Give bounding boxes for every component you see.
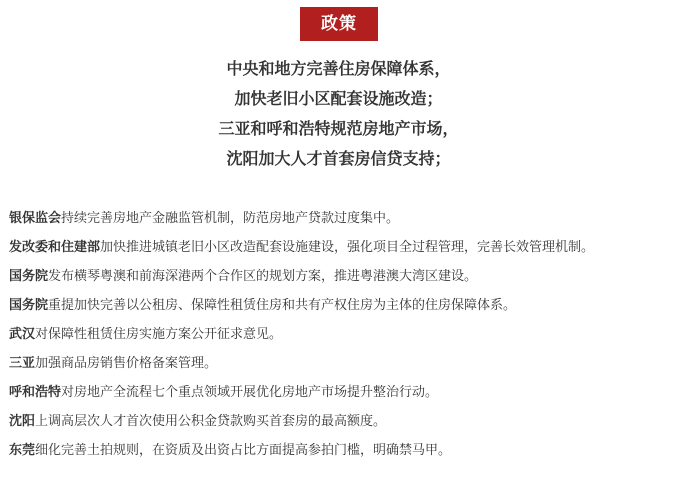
headline-block — [0, 54, 677, 174]
policy-text: 重提加快完善以公租房、保障性租赁住房和共有产权住房为主体的住房保障体系。 — [48, 298, 517, 313]
policy-actor: 国务院 — [9, 269, 49, 284]
headline: 三亚和呼和浩特规范房地产市场， — [218, 119, 459, 138]
policy-item — [9, 349, 673, 378]
policy-item — [9, 262, 673, 291]
policy-text: 加快推进城镇老旧小区改造配套设施建设，强化项目全过程管理，完善长效管理机制。 — [100, 240, 595, 255]
policy-item — [9, 233, 673, 262]
policy-text: 持续完善房地产金融监管机制，防范房地产贷款过度集中。 — [61, 211, 400, 226]
policy-text: 上调高层次人才首次使用公积金贷款购买首套房的最高额度。 — [35, 414, 387, 429]
policy-item — [9, 436, 673, 465]
policy-item — [9, 204, 673, 233]
headline: 中央和地方完善住房保障体系， — [226, 59, 451, 78]
policy-actor: 三亚 — [9, 356, 36, 371]
policy-text: 发布横琴粤澳和前海深港两个合作区的规划方案，推进粤港澳大湾区建设。 — [48, 269, 478, 284]
policy-actor: 沈阳 — [9, 414, 36, 429]
policy-item — [9, 407, 673, 436]
policy-actor: 东莞 — [9, 443, 36, 458]
policy-actor: 武汉 — [9, 327, 36, 342]
policy-item — [9, 378, 673, 407]
policy-text: 对房地产全流程七个重点领域开展优化房地产市场提升整治行动。 — [61, 385, 439, 400]
policy-item — [9, 291, 673, 320]
policy-text: 细化完善土拍规则，在资质及出资占比方面提高参拍门槛，明确禁马甲。 — [35, 443, 452, 458]
policy-actor: 发改委和住建部 — [9, 240, 101, 255]
headline: 加快老旧小区配套设施改造； — [234, 89, 443, 108]
headline: 沈阳加大人才首套房信贷支持； — [226, 149, 451, 168]
policy-item — [9, 320, 673, 349]
policy-actor: 国务院 — [9, 298, 49, 313]
policy-text: 加强商品房销售价格备案管理。 — [35, 356, 218, 371]
policy-actor: 呼和浩特 — [9, 385, 62, 400]
policy-actor: 银保监会 — [9, 211, 62, 226]
policy-text: 对保障性租赁住房实施方案公开征求意见。 — [35, 327, 283, 342]
section-badge: 政策 — [300, 7, 378, 41]
policy-list — [9, 204, 673, 465]
